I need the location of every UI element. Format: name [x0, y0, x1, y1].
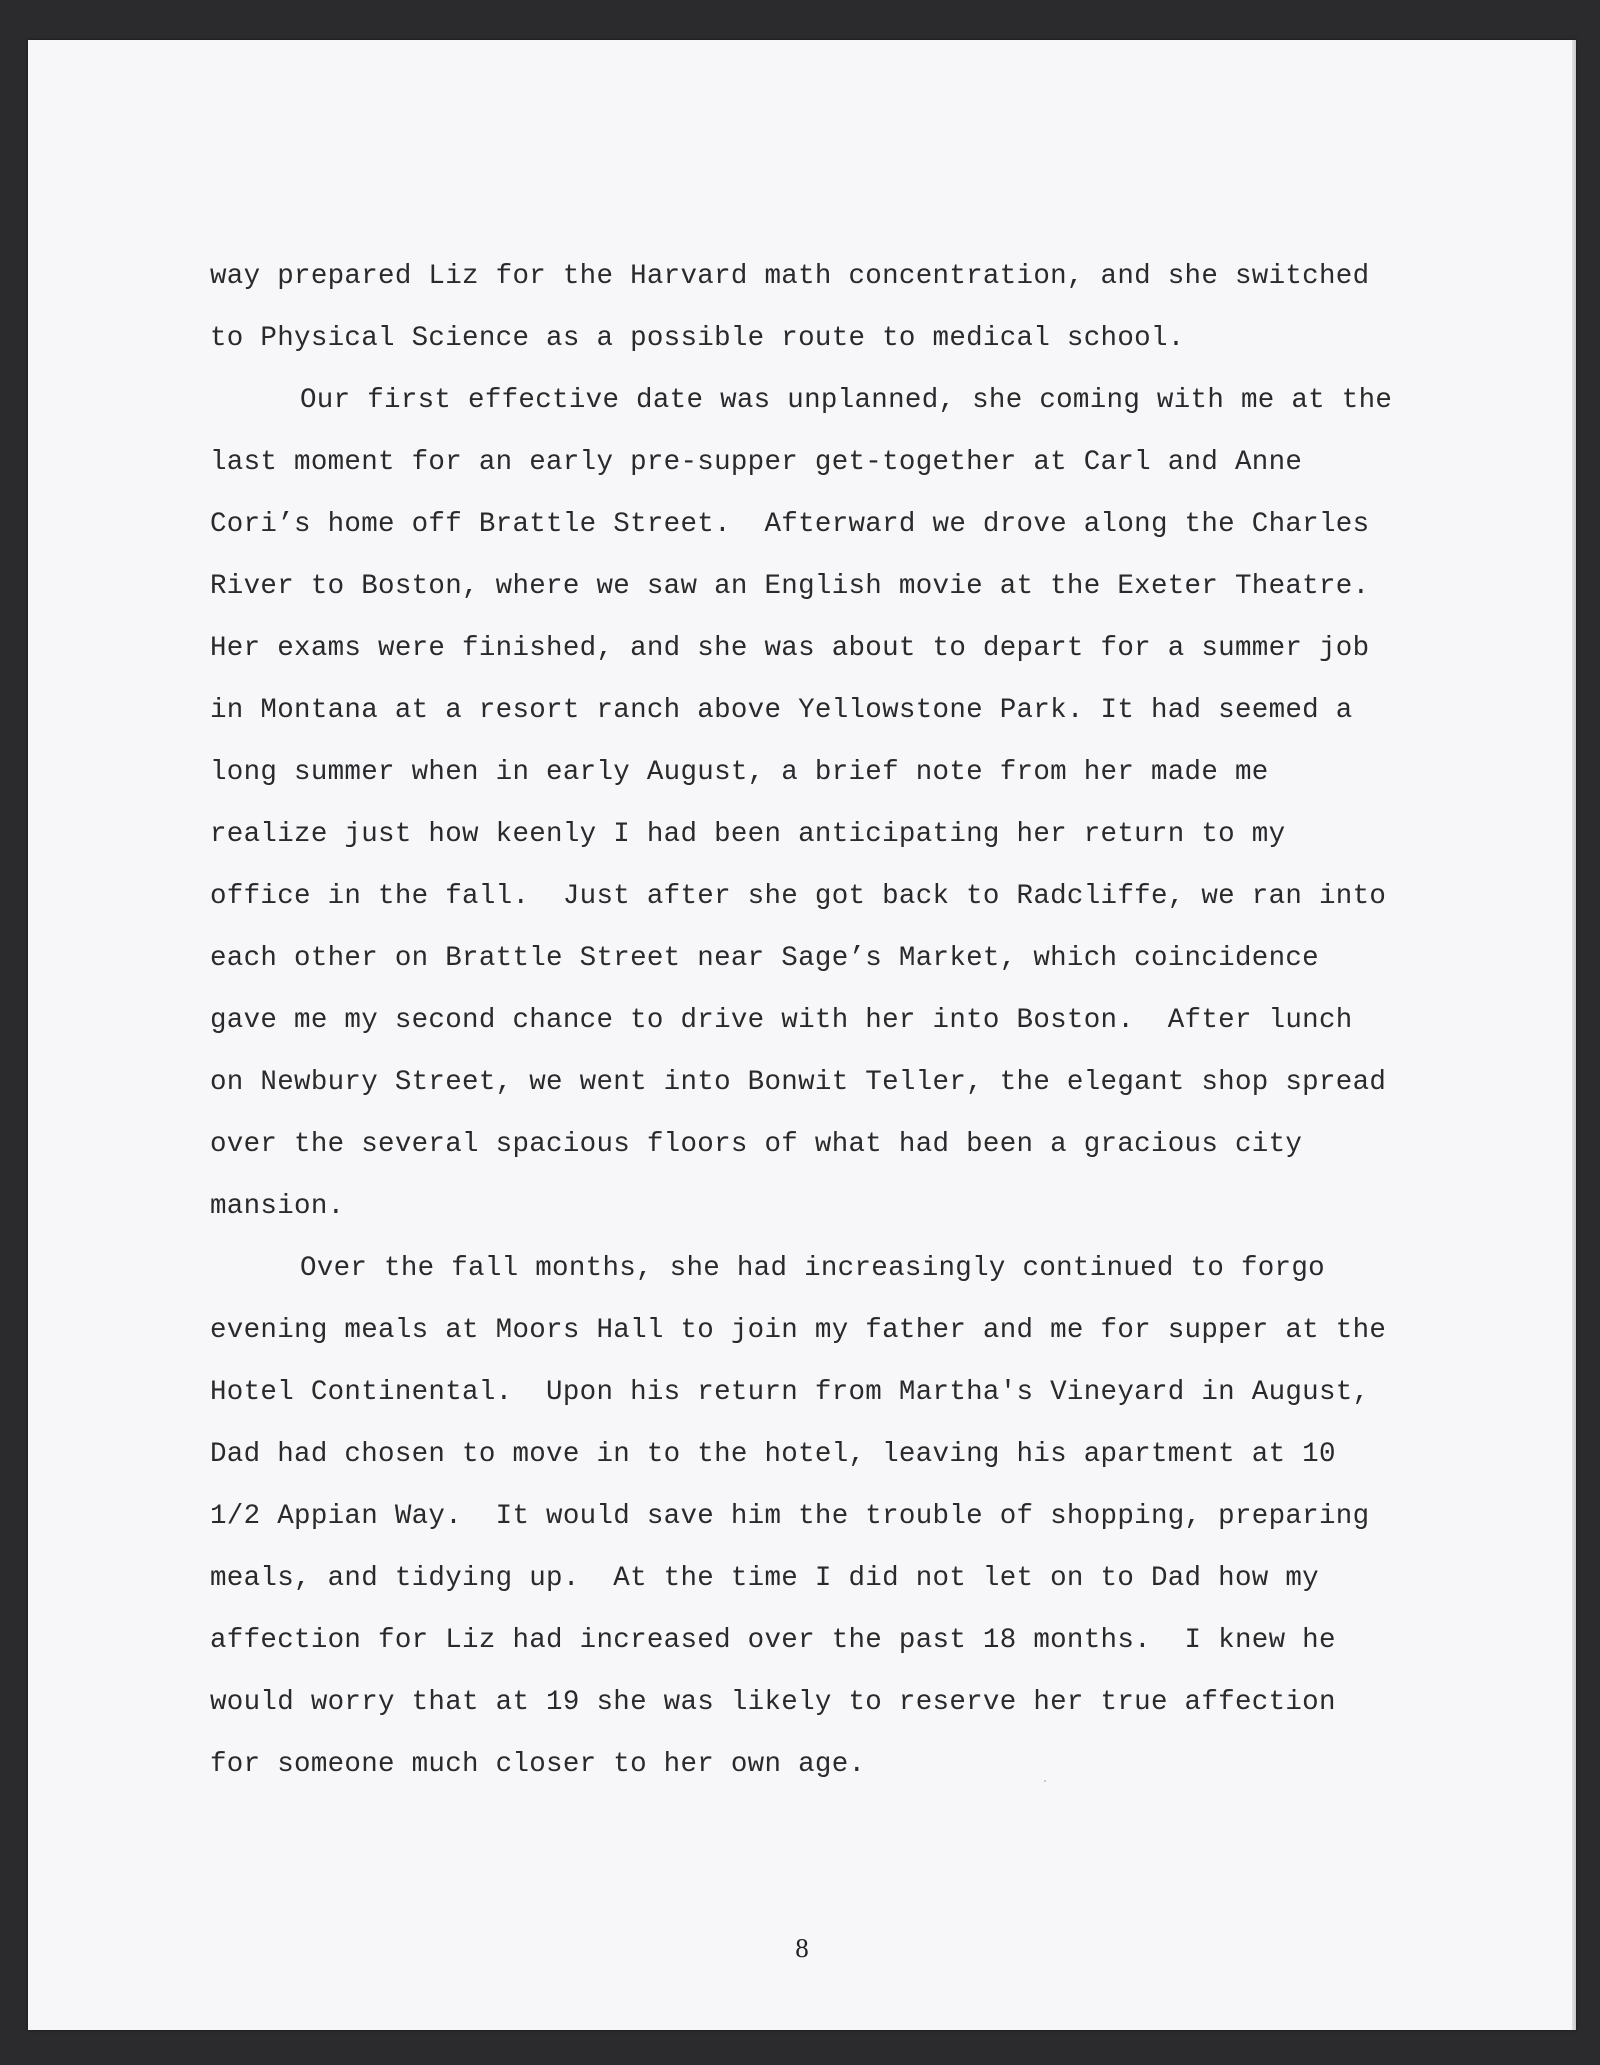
paragraph-start-line: Our first effective date was unplanned, she coming with me at the: [300, 385, 1393, 416]
text-line: River to Boston, where we saw an English movie at the Exeter Theatre.: [210, 571, 1370, 602]
text-line: affection for Liz had increased over the past 18 months. I knew he: [210, 1625, 1336, 1656]
text-line: to Physical Science as a possible route to medical school.: [210, 323, 1185, 354]
paper-speck: [1044, 1780, 1046, 1782]
text-line: for someone much closer to her own age.: [210, 1749, 866, 1780]
text-line: realize just how keenly I had been anticipating her return to my: [210, 819, 1286, 850]
text-line: meals, and tidying up. At the time I did not let on to Dad how my: [210, 1563, 1319, 1594]
text-line: each other on Brattle Street near Sage’s Market, which coincidence: [210, 943, 1319, 974]
text-line: office in the fall. Just after she got back to Radcliffe, we ran into: [210, 881, 1387, 912]
body-text: [210, 246, 1450, 1796]
text-line: way prepared Liz for the Harvard math concentration, and she switched: [210, 261, 1370, 292]
text-line: in Montana at a resort ranch above Yellowstone Park. It had seemed a: [210, 695, 1353, 726]
text-line: 1/2 Appian Way. It would save him the trouble of shopping, preparing: [210, 1501, 1370, 1532]
text-line: gave me my second chance to drive with her into Boston. After lunch: [210, 1005, 1353, 1036]
text-line: Her exams were finished, and she was about to depart for a summer job: [210, 633, 1370, 664]
page-number: 8: [795, 1933, 809, 1963]
text-line: Cori’s home off Brattle Street. Afterward we drove along the Charles: [210, 509, 1370, 540]
text-line: Dad had chosen to move in to the hotel, leaving his apartment at 10: [210, 1439, 1336, 1470]
document-page: [28, 40, 1576, 2030]
paragraph-start-line: Over the fall months, she had increasingly continued to forgo: [300, 1253, 1325, 1284]
text-line: last moment for an early pre-supper get-together at Carl and Anne: [210, 447, 1303, 478]
text-line: over the several spacious floors of what had been a gracious city: [210, 1129, 1303, 1160]
text-line: on Newbury Street, we went into Bonwit Teller, the elegant shop spread: [210, 1067, 1387, 1098]
text-line: long summer when in early August, a brief note from her made me: [210, 757, 1269, 788]
text-line: Hotel Continental. Upon his return from Martha's Vineyard in August,: [210, 1377, 1370, 1408]
text-line: evening meals at Moors Hall to join my father and me for supper at the: [210, 1315, 1387, 1346]
text-line: would worry that at 19 she was likely to reserve her true affection: [210, 1687, 1336, 1718]
page-edge: [1572, 40, 1576, 2030]
text-line: mansion.: [210, 1191, 345, 1222]
